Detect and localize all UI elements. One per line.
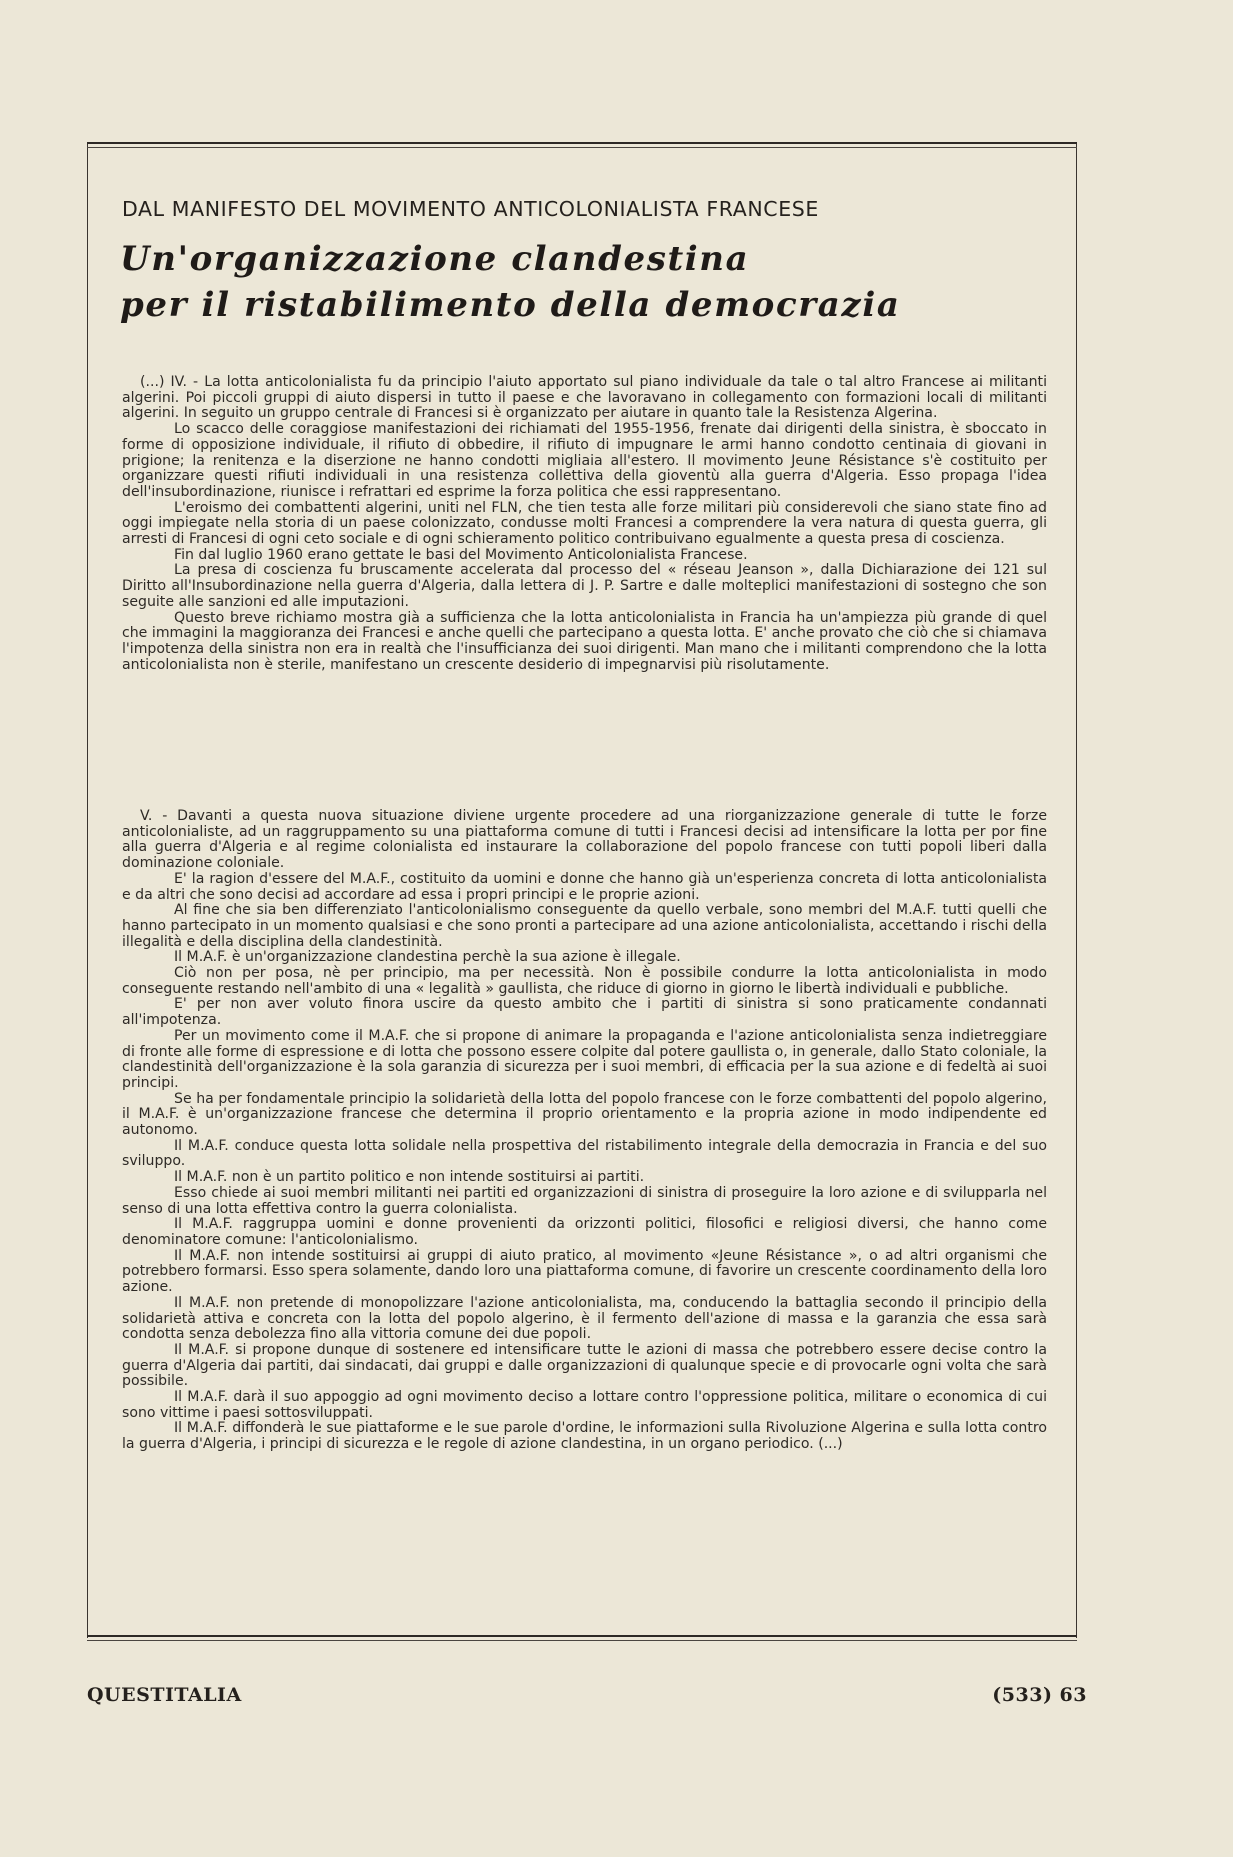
paragraph: Questo breve richiamo mostra già a sufficienza che la lotta anticolonialista in Francia ha un'ampiezza più grande di quel che immagini la maggioranza dei Francesi e anche quelli che partecipano a questa lotta. E' anche provato che ciò che si chiamava l'impotenza della sinistra non era in realtà che l'insufficianza dei suoi dirigenti. Man mano che i militanti comprendono che la lotta anticolonialista non è sterile, manifestano un crescente desiderio di impegnarvisi più risolutamente. [122, 609, 1047, 673]
paragraph: La presa di coscienza fu bruscamente accelerata dal processo del « réseau Jeanson », dalla Dichiarazione dei 121 sul Diritto all'Insubordinazione nella guerra d'Algeria, dalla lettera di J. P. Sartre e dalle molteplici manifestazioni di sostegno che son seguite alle sanzioni ed alle imputazioni. [122, 562, 1047, 610]
paragraph: Per un movimento come il M.A.F. che si propone di animare la propaganda e l'azione anticolonialista senza indietreggiare di fronte alle forme di espressione e di lotta che possono essere colpite dal potere gaullista o, in generale, dallo Stato coloniale, la clandestinità dell'organizzazione è la sola garanzia di sicurezza per i suoi membri, di efficacia per la sua azione e di fedeltà ai suoi principi. [122, 1027, 1047, 1091]
bottom-rule [87, 1635, 1077, 1637]
article-title-line-1: Un'organizzazione clandestina [120, 239, 750, 279]
paragraph: E' per non aver voluto finora uscire da questo ambito che i partiti di sinistra si sono praticamente condannati all'impotenza. [122, 996, 1047, 1029]
section-iv [122, 375, 1047, 673]
paragraph: Ciò non per posa, nè per principio, ma per necessità. Non è possibile condurre la lotta anticolonialista in modo conseguente restando nell'ambito di una « legalità » gaullista, che riduce di giorno in giorno le libertà individuali e pubbliche. [122, 965, 1047, 997]
paragraph: Il M.A.F. darà il suo appoggio ad ogni movimento deciso a lottare contro l'oppressione politica, militare o economica di cui sono vittime i paesi sottosviluppati. [122, 1389, 1047, 1421]
article-title-line-2: per il ristabilimento della democrazia [120, 285, 901, 325]
paragraph: Esso chiede ai suoi membri militanti nei partiti ed organizzazioni di sinistra di proseguire la loro azione e di svilupparla nel senso di una lotta effettiva contro la guerra colonialista. [122, 1184, 1047, 1217]
paragraph: Il M.A.F. non pretende di monopolizzare l'azione anticolonialista, ma, conducendo la battaglia secondo il principio della solidarietà attiva e concreta con la lotta del popolo algerino, è il fermento dell'azione di massa e la garanzia che essa sarà condotta senza debolezza fino alla vittoria comune dei due popoli. [122, 1294, 1047, 1343]
section-v [122, 809, 1047, 1453]
paragraph: L'eroismo dei combattenti algerini, uniti nel FLN, che tien testa alle forze militari più considerevoli che siano state fino ad oggi impiegate nella storia di un paese colonizzato, condusse molti Francesi a comprendere la vera natura di questa guerra, gli arresti di Francesi di ogni ceto sociale e di ogni schieramento politico contribuivano egualmente a questa presa di coscienza. [122, 499, 1047, 548]
paragraph: Il M.A.F. si propone dunque di sostenere ed intensificare tutte le azioni di massa che potrebbero essere decise contro la guerra d'Algeria dai partiti, dai sindacati, dai gruppi e dalle organizzazioni di qualunque specie e di provocarle ogni volta che sarà possibile. [122, 1341, 1047, 1390]
paragraph: Il M.A.F. è un'organizzazione clandestina perchè la sua azione è illegale. [174, 949, 681, 966]
article-kicker: DAL MANIFESTO DEL MOVIMENTO ANTICOLONIALISTA FRANCESE [122, 197, 819, 221]
top-rule [87, 142, 1077, 144]
paragraph: Lo scacco delle coraggiose manifestazioni dei richiamati del 1955-1956, frenate dai dirigenti della sinistra, è sboccato in forme di opposizione individuale, il rifiuto di obbedire, il rifiuto di impugnare le armi hanno condotto centinaia di giovani in prigione; la renitenza e la diserzione ne hanno condotti migliaia all'estero. Il movimento Jeune Résistance s'è costituito per organizzare questi rifiuti individuali in una resistenza collettiva della gioventù alla guerra d'Algeria. Esso propaga l'idea dell'insubordinazione, riunisce i refrattari ed esprime la forza politica che essi rappresentano. [122, 421, 1047, 500]
paragraph: Al fine che sia ben differenziato l'anticolonialismo conseguente da quello verbale, sono membri del M.A.F. tutti quelli che hanno partecipato in un momento qualsiasi e che sono pronti a partecipare ad una azione anticolonialista, accettando i rischi della illegalità e della disciplina della clandestinità. [122, 902, 1047, 950]
article-title [120, 236, 1020, 328]
paragraph: Il M.A.F. diffonderà le sue piattaforme e le sue parole d'ordine, le informazioni sulla Rivoluzione Algerina e sulla lotta contro la guerra d'Algeria, i principi di sicurezza e le regole di azione clandestina, in un organo periodico. (...) [122, 1420, 1047, 1453]
paragraph: E' la ragion d'essere del M.A.F., costituito da uomini e donne che hanno già un'esperienza concreta di lotta anticolonialista e da altri che sono decisi ad accordare ad essa i propri principi e le proprie azioni. [122, 870, 1047, 903]
page-number: (533) 63 [992, 1684, 1087, 1706]
paragraph: Fin dal luglio 1960 erano gettate le basi del Movimento Anticolonialista Francese. [174, 546, 748, 563]
paragraph: Il M.A.F. non intende sostituirsi ai gruppi di aiuto pratico, al movimento «Jeune Résistance », o ad altri organismi che potrebbero formarsi. Esso spera solamente, dando loro una piattaforma comune, di favorire un crescente coordinamento della loro azione. [122, 1247, 1047, 1296]
paragraph: Il M.A.F. raggruppa uomini e donne provenienti da orizzonti politici, filosofici e religiosi diversi, che hanno come denominatore comune: l'anticolonialismo. [122, 1216, 1047, 1248]
paragraph: V. - Davanti a questa nuova situazione diviene urgente procedere ad una riorganizzazione generale di tutte le forze anticolonialiste, ad un raggruppamento su una piattaforma comune di tutti i Francesi decisi ad intensificare la lotta per por fine alla guerra d'Algeria e al regime colonialista ed instaurare la collaborazione del popolo francese con tutti popoli liberi dalla dominazione coloniale. [122, 808, 1047, 872]
paragraph: Il M.A.F. conduce questa lotta solidale nella prospettiva del ristabilimento integrale della democrazia in Francia e del suo sviluppo. [122, 1137, 1047, 1170]
paragraph: (...) IV. - La lotta anticolonialista fu da principio l'aiuto apportato sul piano individuale da tale o tal altro Francese ai militanti algerini. Poi piccoli gruppi di aiuto dispersi in tutto il paese e che lavoravano in collegamento con formazioni locali di militanti algerini. In seguito un gruppo centrale di Francesi si è organizzato per aiutare in quanto tale la Resistenza Algerina. [122, 374, 1047, 422]
paragraph: Se ha per fondamentale principio la solidarietà della lotta del popolo francese con le forze combattenti del popolo algerino, il M.A.F. è un'organizzazione francese che determina il proprio orientamento e la propria azione in modo indipendente ed autonomo. [122, 1090, 1047, 1139]
paragraph: Il M.A.F. non è un partito politico e non intende sostituirsi ai partiti. [174, 1169, 645, 1186]
publication-name: QUESTITALIA [87, 1684, 242, 1706]
